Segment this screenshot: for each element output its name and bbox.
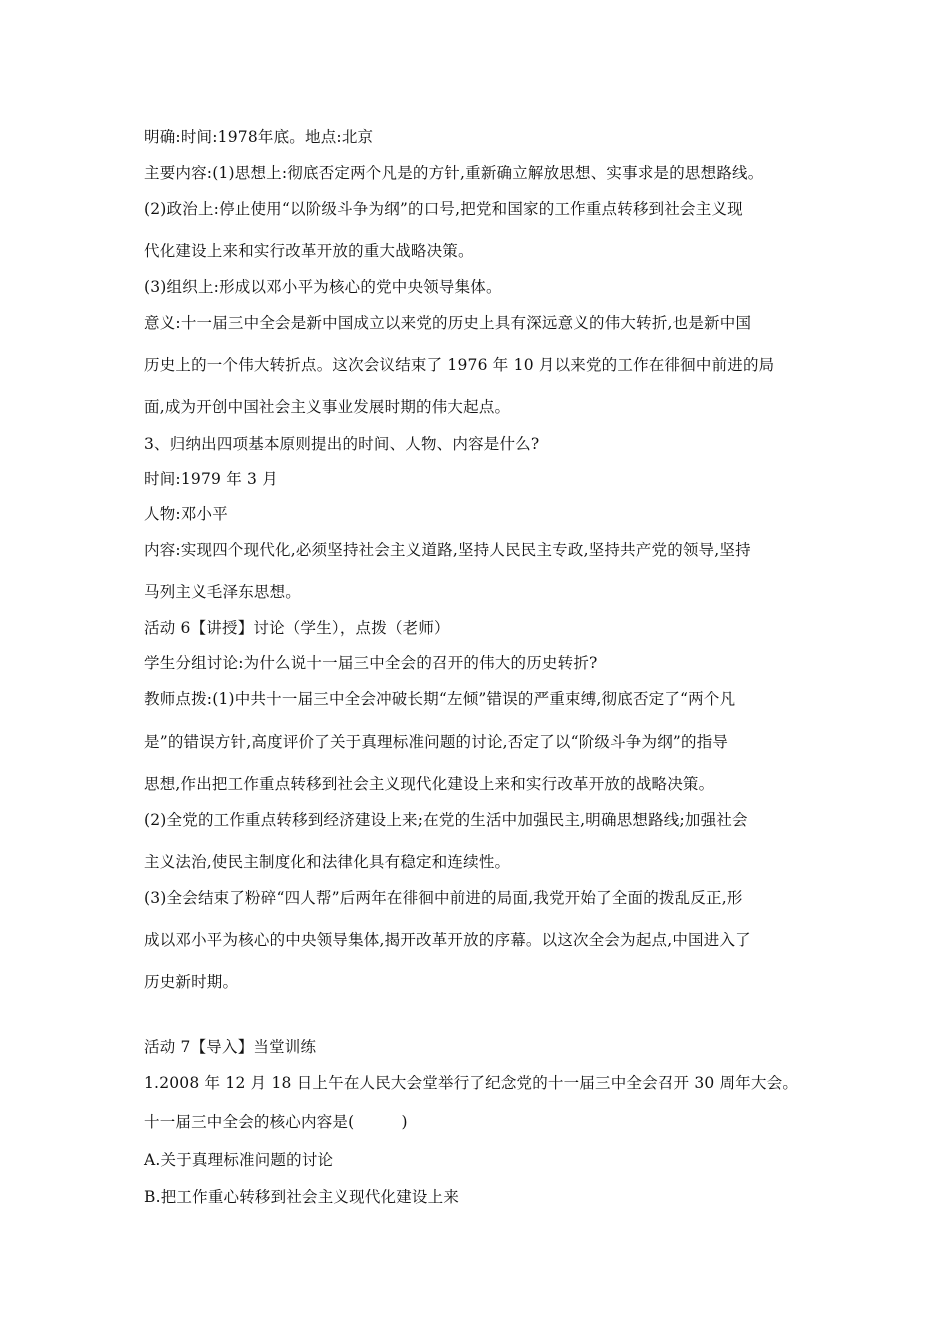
question-1-stem: 1.2008 年 12 月 18 日上午在人民大会堂举行了纪念党的十一届三中全会召开 30 周年大会。 <box>144 1074 799 1092</box>
text-line-17: 是”的错误方针,高度评价了关于真理标准问题的讨论,否定了以“阶级斗争为纲”的指导 <box>144 733 729 751</box>
text-line-19: (2)全党的工作重点转移到经济建设上来;在党的生活中加强民主,明确思想路线;加强社会 <box>144 811 748 829</box>
text-line-8: 面,成为开创中国社会主义事业发展时期的伟大起点。 <box>144 398 511 416</box>
text-line-7: 历史上的一个伟大转折点。这次会议结束了 1976 年 10 月以来党的工作在徘徊中前进的局 <box>144 356 775 374</box>
text-line-9: 3、归纳出四项基本原则提出的时间、人物、内容是什么? <box>144 435 540 453</box>
question-1-prompt: 十一届三中全会的核心内容是( ) <box>144 1113 408 1131</box>
option-a: A.关于真理标准问题的讨论 <box>144 1151 334 1169</box>
text-line-12: 内容:实现四个现代化,必须坚持社会主义道路,坚持人民民主专政,坚持共产党的领导,坚持 <box>144 541 751 559</box>
text-line-23: 历史新时期。 <box>144 973 239 991</box>
text-line-22: 成以邓小平为核心的中央领导集体,揭开改革开放的序幕。以这次全会为起点,中国进入了 <box>144 931 751 949</box>
text-line-21: (3)全会结束了粉碎“四人帮”后两年在徘徊中前进的局面,我党开始了全面的拨乱反正,形 <box>144 889 743 907</box>
text-line-4: 代化建设上来和实行改革开放的重大战略决策。 <box>144 242 474 260</box>
text-line-13: 马列主义毛泽东思想。 <box>144 583 302 601</box>
text-line-3: (2)政治上:停止使用“以阶级斗争为纲”的口号,把党和国家的工作重点转移到社会主义现 <box>144 200 743 218</box>
section-heading-activity-6: 活动 6【讲授】讨论（学生），点拨（老师） <box>144 619 450 637</box>
text-line-6: 意义:十一届三中全会是新中国成立以来党的历史上具有深远意义的伟大转折,也是新中国 <box>144 314 752 332</box>
text-line-11: 人物:邓小平 <box>144 505 228 523</box>
text-line-16: 教师点拨:(1)中共十一届三中全会冲破长期“左倾”错误的严重束缚,彻底否定了“两个凡 <box>144 690 736 708</box>
text-line-1: 明确:时间:1978年底。地点:北京 <box>144 128 374 146</box>
text-line-20: 主义法治,使民主制度化和法律化具有稳定和连续性。 <box>144 853 511 871</box>
section-heading-activity-7: 活动 7【导入】当堂训练 <box>144 1038 317 1056</box>
option-b: B.把工作重心转移到社会主义现代化建设上来 <box>144 1188 460 1206</box>
text-line-5: (3)组织上:形成以邓小平为核心的党中央领导集体。 <box>144 278 502 296</box>
text-line-10: 时间:1979 年 3 月 <box>144 470 278 488</box>
text-line-2: 主要内容:(1)思想上:彻底否定两个凡是的方针,重新确立解放思想、实事求是的思想路线。 <box>144 164 764 182</box>
text-line-18: 思想,作出把工作重点转移到社会主义现代化建设上来和实行改革开放的战略决策。 <box>144 775 715 793</box>
text-line-15: 学生分组讨论:为什么说十一届三中全会的召开的伟大的历史转折? <box>144 654 598 672</box>
